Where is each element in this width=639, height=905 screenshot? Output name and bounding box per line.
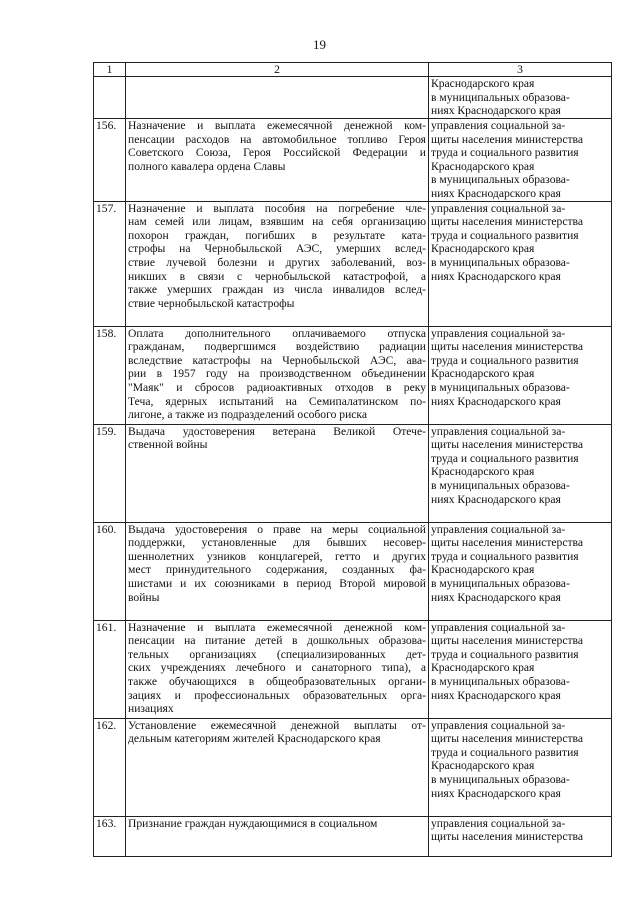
description-line: также обучающихся в общеобразовательных органи- [128, 674, 426, 688]
header-col-service: 2 [126, 63, 429, 77]
organization-line: труда и социального развития [431, 451, 579, 465]
description-line: нам семей или лицам, взявшим на себя организацию [128, 215, 426, 229]
responsible-organization [429, 522, 612, 620]
description-line: Назначение и выплата ежемесячной денежной ком- [128, 620, 426, 634]
organization-line: щиты населения министерства [431, 830, 584, 844]
organization-line: Краснодарского края [431, 563, 535, 577]
row-number: 159. [94, 424, 126, 522]
responsible-organization [429, 119, 612, 202]
organization-line: в муниципальных образова- [431, 380, 570, 394]
organization-line: управления социальной за- [431, 424, 566, 438]
header-col-number: 1 [94, 63, 126, 77]
organization-line: труда и социального развития [431, 353, 579, 367]
description-line: никших в связи с чернобыльской катастрофой, а [128, 269, 426, 283]
description-line: ских учреждениях лечебного и санаторного типа), а [128, 661, 426, 675]
row-number [94, 77, 126, 119]
description-line: ствие лучевой болезни и других заболеваний, воз- [128, 255, 426, 269]
organization-line: управления социальной за- [431, 326, 566, 340]
organization-line: Краснодарского края [431, 465, 535, 479]
responsible-organization [429, 718, 612, 816]
page-number: 19 [313, 37, 326, 52]
organization-line: труда и социального развития [431, 146, 579, 160]
description-line: ствие чернобыльской катастрофы [128, 296, 295, 310]
description-line: строфы на Чернобыльской АЭС, умерших вслед- [128, 242, 426, 256]
organization-line: ниях Краснодарского края [431, 590, 561, 604]
services-table [93, 62, 612, 857]
service-description [126, 119, 429, 202]
organization-line: управления социальной за- [431, 816, 566, 830]
organization-line: щиты населения министерства [431, 536, 584, 550]
description-line: Признание граждан нуждающимися в социальном [128, 816, 378, 830]
responsible-organization [429, 201, 612, 326]
description-line: шеннолетних узников концлагерей, гетто и других [128, 549, 426, 563]
table-row [94, 522, 612, 620]
table-header-row [94, 63, 612, 77]
table-row [94, 620, 612, 718]
description-line: тельных организациях (специализированных дет- [128, 647, 426, 661]
description-line: лигоне, а также из подразделений особого риска [128, 408, 368, 422]
table-row [94, 77, 612, 119]
table-row [94, 201, 612, 326]
organization-line: щиты населения министерства [431, 732, 584, 746]
organization-line: управления социальной за- [431, 119, 566, 132]
description-line: Назначение и выплата пособия на погребение чле- [128, 201, 426, 215]
description-line: Назначение и выплата ежемесячной денежной ком- [128, 119, 426, 132]
organization-line: управления социальной за- [431, 201, 566, 215]
organization-line: Краснодарского края [431, 661, 535, 675]
service-description [126, 77, 429, 119]
responsible-organization [429, 77, 612, 119]
responsible-organization [429, 424, 612, 522]
description-line: вследствие катастрофы на Чернобыльской АЭС, ава- [128, 353, 426, 367]
organization-line: в муниципальных образова- [431, 576, 570, 590]
row-number: 161. [94, 620, 126, 718]
table-row [94, 816, 612, 856]
description-line: также умерших граждан из числа инвалидов вслед- [128, 283, 426, 297]
organization-line: Краснодарского края [431, 77, 535, 90]
description-line: шистами и их союзниками в период Второй мировой [128, 576, 426, 590]
organization-line: щиты населения министерства [431, 438, 584, 452]
description-line: войны [128, 590, 160, 604]
service-description [126, 326, 429, 424]
organization-line: щиты населения министерства [431, 215, 584, 229]
organization-line: труда и социального развития [431, 228, 579, 242]
description-line: дельным категориям жителей Краснодарского края [128, 732, 381, 746]
row-number: 158. [94, 326, 126, 424]
organization-line: щиты населения министерства [431, 340, 584, 354]
organization-line: Краснодарского края [431, 367, 535, 381]
description-line: гражданам, подвергшимся воздействию радиации [128, 340, 426, 354]
service-description [126, 522, 429, 620]
service-description [126, 620, 429, 718]
description-line: зациях и профессиональных образовательных орга- [128, 688, 426, 702]
header-col-organization: 3 [429, 63, 612, 77]
organization-line: Краснодарского края [431, 759, 535, 773]
description-line: Оплата дополнительного оплачиваемого отпуска [128, 326, 426, 340]
description-line: Теча, ядерных испытаний на Семипалатинском по- [128, 394, 426, 408]
responsible-organization [429, 620, 612, 718]
organization-line: ниях Краснодарского края [431, 269, 561, 283]
organization-line: управления социальной за- [431, 718, 566, 732]
organization-line: ниях Краснодарского края [431, 786, 561, 800]
description-line: Советского Союза, Героя Российской Федерации и [128, 146, 426, 160]
responsible-organization [429, 326, 612, 424]
description-line: Выдача удостоверения ветерана Великой Отече- [128, 424, 426, 438]
description-line: пенсации на питание детей в дошкольных образова- [128, 634, 426, 648]
table-row [94, 424, 612, 522]
organization-line: управления социальной за- [431, 522, 566, 536]
description-line: Установление ежемесячной денежной выплаты от- [128, 718, 426, 732]
description-line: Выдача удостоверения о праве на меры социальной [128, 522, 426, 536]
organization-line: труда и социального развития [431, 647, 579, 661]
description-line: полного кавалера ордена Славы [128, 159, 286, 173]
description-line: ственной войны [128, 438, 208, 452]
organization-line: труда и социального развития [431, 549, 579, 563]
table-row [94, 326, 612, 424]
description-line: мест принудительного содержания, созданных фа- [128, 563, 426, 577]
row-number: 156. [94, 119, 126, 202]
service-description [126, 424, 429, 522]
table-body [94, 63, 612, 857]
organization-line: в муниципальных образова- [431, 772, 570, 786]
organization-line: ниях Краснодарского края [431, 688, 561, 702]
organization-line: труда и социального развития [431, 745, 579, 759]
organization-line: в муниципальных образова- [431, 90, 570, 104]
description-line: низациях [128, 702, 174, 716]
organization-line: Краснодарского края [431, 242, 535, 256]
service-description [126, 201, 429, 326]
organization-line: в муниципальных образова- [431, 255, 570, 269]
organization-line: щиты населения министерства [431, 132, 584, 146]
organization-line: управления социальной за- [431, 620, 566, 634]
description-line: пенсации расходов на автомобильное топливо Героя [128, 132, 426, 146]
responsible-organization [429, 816, 612, 856]
service-description [126, 816, 429, 856]
organization-line: ниях Краснодарского края [431, 186, 561, 200]
row-number: 162. [94, 718, 126, 816]
organization-line: в муниципальных образова- [431, 173, 570, 187]
table-row [94, 119, 612, 202]
table-row [94, 718, 612, 816]
row-number: 163. [94, 816, 126, 856]
organization-line: ниях Краснодарского края [431, 104, 561, 118]
organization-line: ниях Краснодарского края [431, 492, 561, 506]
description-line: рии в 1957 году на производственном объединении [128, 367, 426, 381]
description-line: похорон граждан, погибших в результате ката- [128, 228, 426, 242]
description-line: поддержки, установленные для бывших несовер- [128, 536, 426, 550]
organization-line: в муниципальных образова- [431, 478, 570, 492]
organization-line: ниях Краснодарского края [431, 394, 561, 408]
row-number: 157. [94, 201, 126, 326]
organization-line: Краснодарского края [431, 159, 535, 173]
description-line: "Маяк" и сбросов радиоактивных отходов в реку [128, 380, 426, 394]
organization-line: в муниципальных образова- [431, 674, 570, 688]
service-description [126, 718, 429, 816]
organization-line: щиты населения министерства [431, 634, 584, 648]
row-number: 160. [94, 522, 126, 620]
